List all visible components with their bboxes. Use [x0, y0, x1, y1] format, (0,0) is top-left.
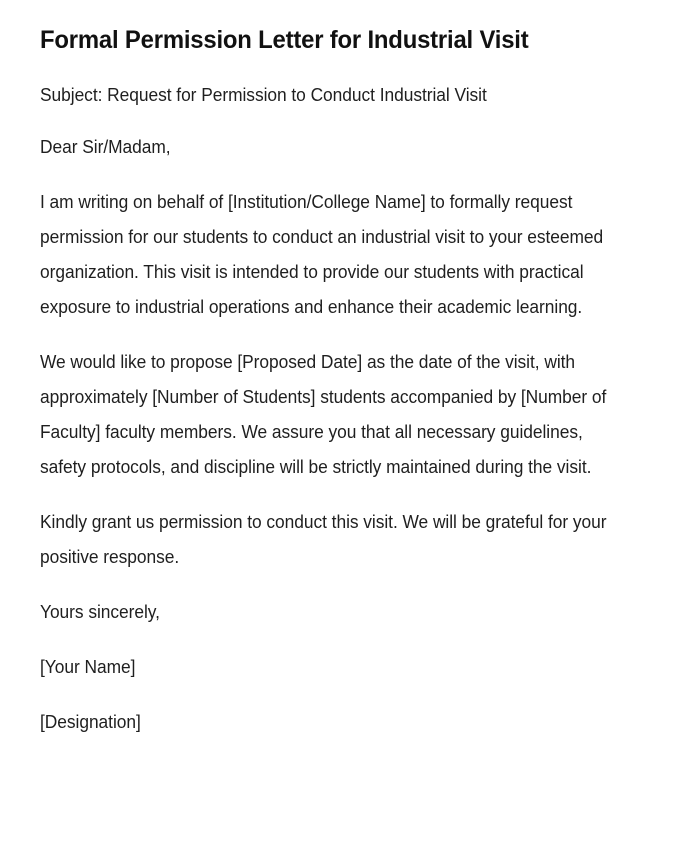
signature-name-placeholder: [Your Name]	[40, 657, 136, 677]
letter-salutation: Dear Sir/Madam,	[40, 137, 171, 157]
letter-body-paragraph-3: Kindly grant us permission to conduct this visit. We will be grateful for your positive response.	[40, 512, 607, 567]
letter-subject-line: Subject: Request for Permission to Conduct Industrial Visit	[40, 85, 487, 105]
page-title: Formal Permission Letter for Industrial Visit	[40, 26, 529, 54]
letter-body-paragraph-1: I am writing on behalf of [Institution/College Name] to formally request permission for our students to conduct an industrial visit to your esteemed organization. This visit is intended to provide our students with practical exposure to industrial operations and enhance their academic learning.	[40, 192, 604, 317]
letter-body-paragraph-2: We would like to propose [Proposed Date] as the date of the visit, with approximately [Number of Students] students accompanied by [Number of Faculty] faculty members. We assure you that all necessary guidelines, safety protocols, and discipline will be strictly maintained during the visit.	[40, 352, 607, 477]
signature-designation-placeholder: [Designation]	[40, 712, 141, 732]
letter-closing: Yours sincerely,	[40, 602, 160, 622]
